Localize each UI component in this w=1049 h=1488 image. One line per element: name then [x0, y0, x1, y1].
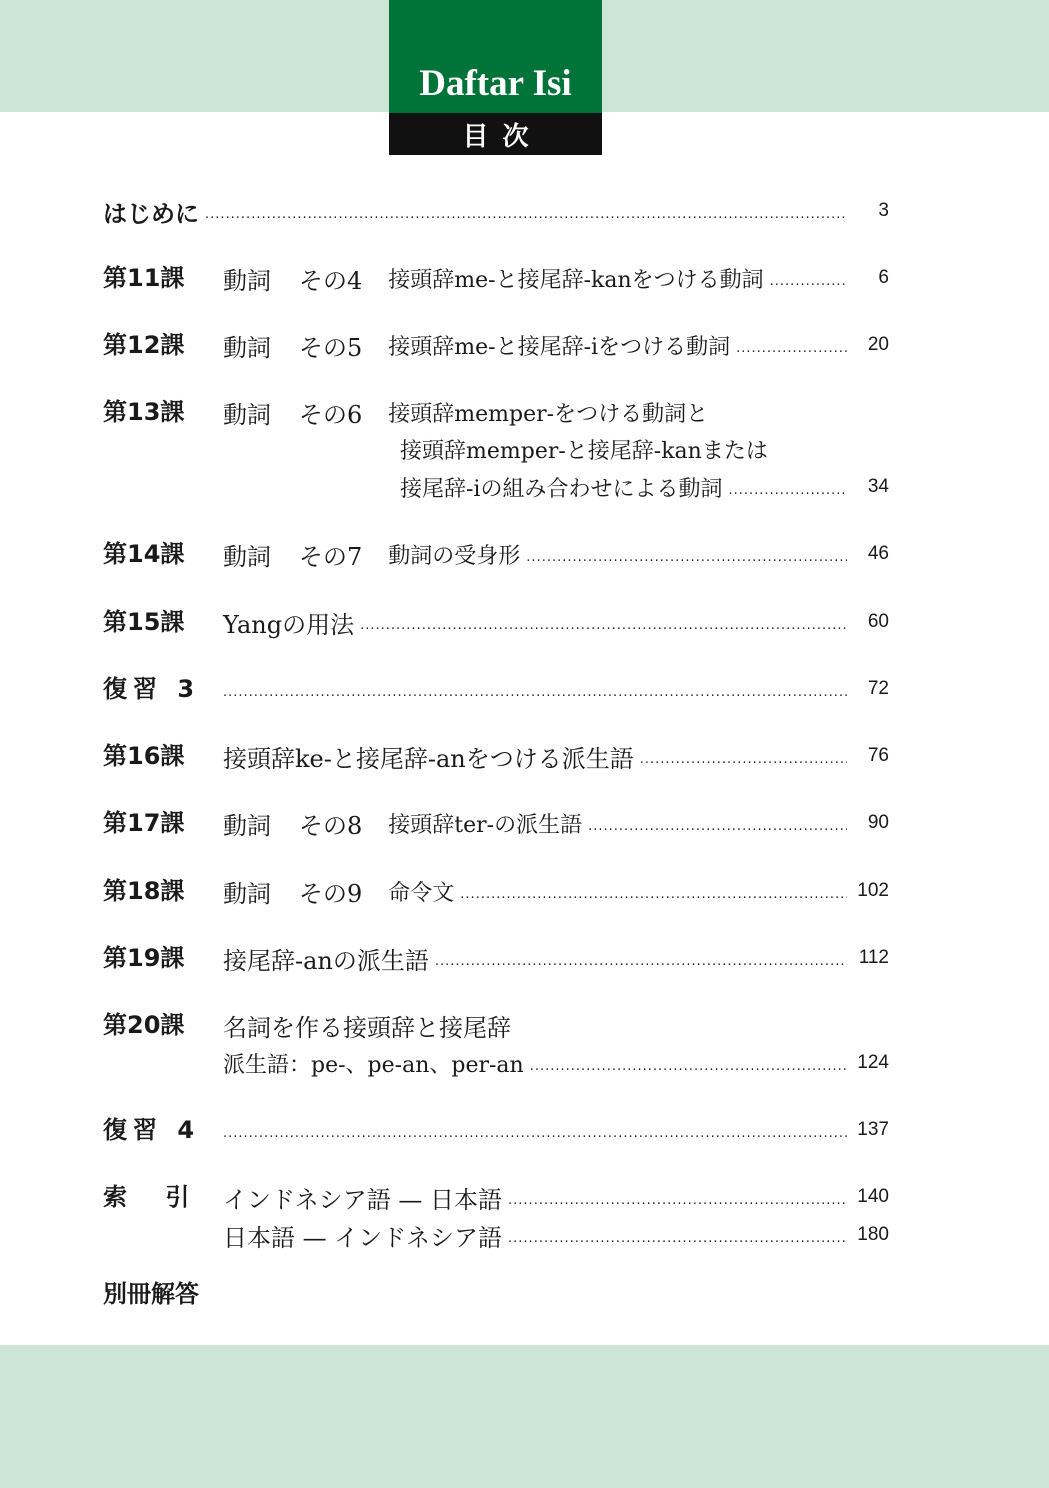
toc-entry-lesson-17[interactable] [103, 803, 889, 843]
lesson-part: その8 [299, 811, 363, 840]
lesson-title-line-2: 接頭辞memper-と接尾辞-kanまたは [400, 438, 768, 464]
lesson-label: 第12課 [103, 331, 185, 359]
page-number: 90 [867, 812, 889, 833]
toc-entry-lesson-20[interactable] [103, 1005, 889, 1045]
lesson-topic: 動詞 [223, 333, 271, 362]
dot-leader [435, 945, 847, 971]
lesson-title: 接頭辞ke-と接尾辞-anをつける派生語 [223, 744, 634, 773]
lesson-part: その9 [299, 879, 363, 908]
lesson-part: その7 [299, 542, 363, 571]
review-label: 復習 3 [103, 675, 201, 703]
lesson-topic: 動詞 [223, 879, 271, 908]
lesson-label: 第18課 [103, 877, 185, 905]
lesson-label: 第11課 [103, 264, 185, 292]
toc-entry-lesson-15[interactable] [103, 602, 889, 642]
page-number: 137 [857, 1119, 889, 1140]
page-number: 102 [857, 880, 889, 901]
toc-entry-lesson-14[interactable] [103, 534, 889, 574]
toc-entry-intro[interactable] [103, 191, 889, 231]
lesson-title: 接尾辞-anの派生語 [223, 946, 429, 975]
lesson-topic: 動詞 [223, 400, 271, 429]
page-number: 60 [867, 611, 889, 632]
page-number: 140 [857, 1186, 889, 1207]
lesson-label: 第17課 [103, 809, 185, 837]
dot-leader [530, 1050, 847, 1076]
dot-leader [736, 332, 847, 358]
title-japanese: 目次 [389, 113, 602, 155]
page-number: 112 [858, 947, 889, 968]
title-block [389, 0, 602, 155]
dot-leader [508, 1222, 847, 1248]
toc-entry-lesson-16[interactable] [103, 736, 889, 776]
lesson-label: 第16課 [103, 742, 185, 770]
lesson-title: 接頭辞me-と接尾辞-kanをつける動詞 [388, 267, 764, 293]
dot-leader [770, 265, 847, 291]
lesson-title: 命令文 [388, 880, 455, 906]
index-title-1: インドネシア語 — 日本語 [223, 1185, 503, 1214]
page-number: 76 [867, 745, 889, 766]
lesson-title: 動詞の受身形 [388, 543, 521, 569]
dot-leader [728, 474, 847, 500]
lesson-title-line-2: 派生語：pe-、pe-an、per-an [223, 1052, 524, 1078]
toc-entry-index-id-ja[interactable] [103, 1177, 889, 1217]
lesson-topic: 動詞 [223, 542, 271, 571]
lesson-title: Yangの用法 [223, 610, 355, 639]
page-number: 34 [867, 476, 889, 497]
review-label: 復習 4 [103, 1116, 201, 1144]
title-indonesian: Daftar Isi [389, 0, 602, 113]
page-number: 124 [857, 1052, 889, 1073]
dot-leader [508, 1184, 847, 1210]
page-number: 180 [857, 1224, 889, 1245]
lesson-label: 第15課 [103, 608, 185, 636]
lesson-part: その5 [299, 333, 363, 362]
lesson-part: その4 [299, 266, 363, 295]
lesson-title-line-1: 接頭辞memper-をつける動詞と [388, 401, 709, 427]
answers-label: 別冊解答 [103, 1280, 199, 1308]
toc-entry-review-3[interactable] [103, 669, 889, 709]
dot-leader [460, 878, 847, 904]
page-number: 46 [867, 543, 889, 564]
toc-entry-lesson-13[interactable] [103, 392, 889, 432]
lesson-label: 第13課 [103, 398, 185, 426]
page-number: 20 [867, 334, 889, 355]
index-title-2: 日本語 — インドネシア語 [223, 1223, 503, 1252]
page-number: 72 [867, 678, 889, 699]
toc-entry-lesson-13-end [103, 467, 889, 507]
toc-entry-review-4[interactable] [103, 1110, 889, 1150]
entry-label: はじめに [103, 199, 199, 228]
lesson-label: 第14課 [103, 540, 185, 568]
toc-entry-lesson-20-cont [103, 1043, 889, 1083]
lesson-title: 接頭辞me-と接尾辞-iをつける動詞 [388, 334, 731, 360]
dot-leader [526, 541, 847, 567]
toc-entry-lesson-18[interactable] [103, 871, 889, 911]
toc-entry-lesson-12[interactable] [103, 325, 889, 365]
lesson-title: 接頭辞ter-の派生語 [388, 812, 583, 838]
lesson-label: 第19課 [103, 944, 185, 972]
toc-entry-lesson-11[interactable] [103, 258, 889, 298]
toc-entry-answers[interactable] [103, 1274, 889, 1314]
bottom-color-band [0, 1345, 1049, 1488]
dot-leader [588, 810, 847, 836]
toc-entry-lesson-19[interactable] [103, 938, 889, 978]
dot-leader [223, 676, 847, 702]
lesson-title-line-1: 名詞を作る接頭辞と接尾辞 [223, 1013, 511, 1042]
dot-leader [205, 198, 847, 224]
lesson-label: 第20課 [103, 1011, 185, 1039]
toc-entry-lesson-13-cont [103, 429, 889, 469]
dot-leader [360, 609, 847, 635]
index-label: 索 引 [103, 1183, 190, 1211]
page-number: 6 [878, 267, 889, 288]
lesson-topic: 動詞 [223, 811, 271, 840]
dot-leader [223, 1117, 847, 1143]
dot-leader [640, 743, 847, 769]
lesson-topic: 動詞 [223, 266, 271, 295]
lesson-part: その6 [299, 400, 363, 429]
toc-entry-index-ja-id[interactable] [103, 1215, 889, 1255]
lesson-title-line-3: 接尾辞-iの組み合わせによる動詞 [400, 476, 723, 502]
page-number: 3 [878, 200, 889, 221]
